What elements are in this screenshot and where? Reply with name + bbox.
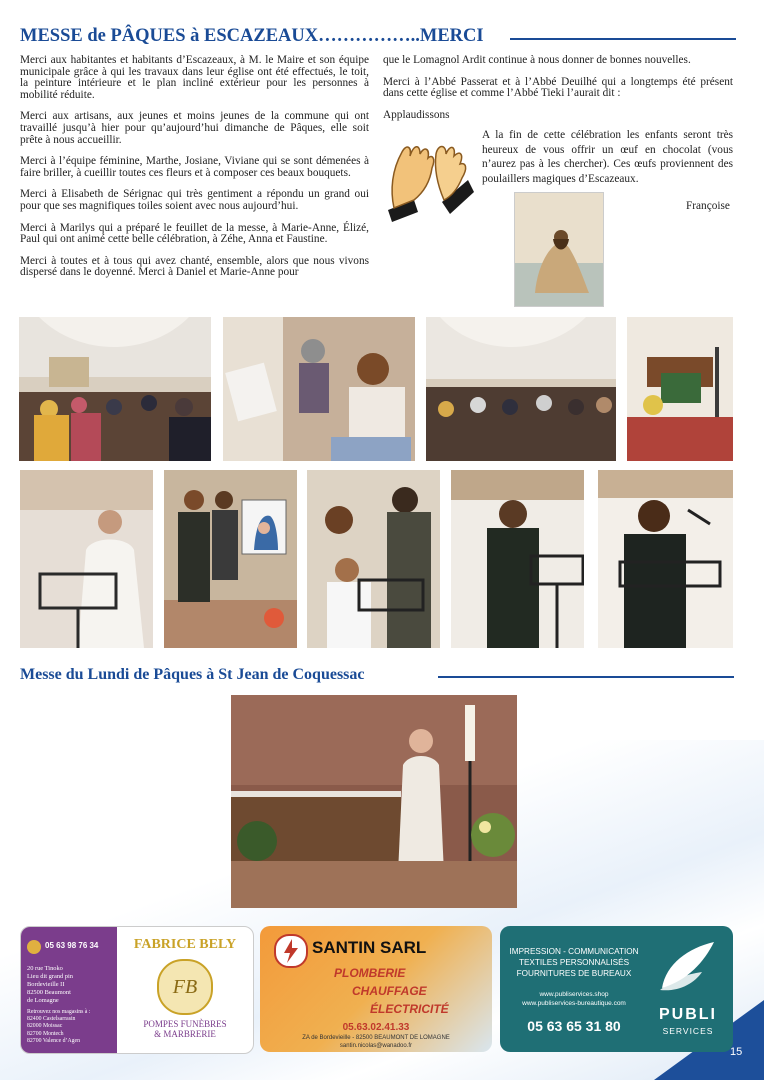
clapping-hands-icon bbox=[380, 130, 480, 230]
signature: Françoise bbox=[686, 200, 730, 212]
bely-tagline: POMPES FUNÈBRES & MARBRERIE bbox=[143, 1019, 227, 1039]
jesus-painting-image bbox=[514, 192, 604, 307]
paragraph: Merci à l’Abbé Passerat et à l’Abbé Deuilhé qui a longtemps été présent dans cette église et comme l’Abbé Tieki l’aurait dit : bbox=[383, 75, 733, 100]
paragraph: que le Lomagnol Ardit continue à nous donner de bonnes nouvelles. bbox=[383, 54, 691, 66]
santin-address: ZA de Bordevieille - 82500 BEAUMONT DE LOMAGNE bbox=[302, 1035, 450, 1041]
phone-icon bbox=[27, 940, 41, 954]
ad-fabrice-bely bbox=[20, 926, 254, 1054]
section-rule bbox=[438, 676, 734, 678]
congregation-photo bbox=[426, 317, 616, 461]
priest-photo bbox=[20, 470, 153, 648]
church-interior-photo bbox=[19, 317, 211, 461]
paragraph: Merci à Marilys qui a préparé le feuillet de la messe, à Marie-Anne, Élizé, Paul qui ont animé cette belle célébration, à Zéhe, Anna et Faustine. bbox=[20, 221, 369, 246]
santin-name: SANTIN SARL bbox=[312, 938, 427, 957]
paragraph: Merci à l’équipe féminine, Marthe, Josiane, Viviane qui se sont démenées à faire briller, à cueillir toutes ces fleurs et à composer ces beaux bouquets. bbox=[20, 155, 369, 179]
paragraph: Merci aux artisans, aux jeunes et moins jeunes de la commune qui ont travaillé jusqu’à hier pour qu’aujourd’hui dimanche de Pâques, elle soit prête à nous accueillir. bbox=[20, 110, 369, 146]
closing-paragraph: A la fin de cette célébration les enfants seront très heureux de vous offrir un œuf en chocolat (vous n’aurez pas à les chercher). Ces œufs proviennent des poulaillers magiques d’Escazeaux. bbox=[482, 129, 733, 185]
title-rule bbox=[510, 38, 736, 40]
page-title: MESSE de PÂQUES à ESCAZEAUX……………..MERCI bbox=[20, 26, 484, 46]
santin-service: CHAUFFAGE bbox=[352, 984, 427, 998]
santin-service: ÉLECTRICITÉ bbox=[370, 1002, 449, 1016]
altar-photo bbox=[627, 317, 733, 461]
publi-websites: www.publiservices.shop www.publiservices-bureautique.com bbox=[522, 991, 626, 1007]
publi-brand-sub: SERVICES bbox=[662, 1026, 714, 1036]
santin-phone: 05.63.02.41.33 bbox=[342, 1022, 410, 1033]
paragraph: Merci à Elisabeth de Sérignac qui très gentiment a répondu un grand oui pour que ses magnifiques toiles soient avec nous aujourd’hui. bbox=[20, 188, 369, 212]
readers-photo bbox=[307, 470, 440, 648]
santin-email: santin.nicolas@wanadoo.fr bbox=[339, 1043, 413, 1049]
leaf-logo-icon bbox=[652, 934, 724, 998]
bely-stores: Retrouvez nos magasins à : 82400 Castelsarrasin 82000 Moissac 82700 Montech 82700 Valence d’Agen bbox=[27, 1009, 91, 1044]
left-column bbox=[20, 55, 369, 289]
publi-brand: PUBLI bbox=[659, 1006, 717, 1023]
reader-painting-photo bbox=[164, 470, 297, 648]
paragraph: Applaudissons bbox=[383, 108, 450, 121]
publi-phone: 05 63 65 31 80 bbox=[527, 1018, 621, 1034]
santin-service: PLOMBERIE bbox=[334, 966, 406, 980]
paragraph: Merci à toutes et à tous qui avez chanté, ensemble, alors que nous vivons dispersé dans le doyenné. Merci à Daniel et Marie-Anne pour bbox=[20, 254, 369, 279]
bely-phone: 05 63 98 76 34 bbox=[45, 941, 99, 950]
ad-santin-sarl bbox=[260, 926, 492, 1052]
bely-name: FABRICE BELY bbox=[133, 937, 237, 952]
bely-monogram-logo: FB bbox=[157, 959, 213, 1015]
musician-photo bbox=[223, 317, 415, 461]
ad-publi-services bbox=[500, 926, 733, 1052]
publi-services-list: IMPRESSION - COMMUNICATION TEXTILES PERSONNALISÉS FOURNITURES DE BUREAUX bbox=[509, 947, 639, 978]
section-title: Messe du Lundi de Pâques à St Jean de Coquessac bbox=[20, 666, 365, 683]
bely-address: 20 rue Tinoko Lieu dit grand pin Bordevieille II 82500 Beaumont de Lomagne bbox=[27, 965, 73, 1004]
reader-microphone-photo bbox=[598, 470, 733, 648]
young-reader-photo bbox=[451, 470, 584, 648]
lightning-logo-icon bbox=[274, 934, 308, 968]
right-column bbox=[383, 55, 733, 131]
priest-altar-photo bbox=[231, 695, 517, 908]
paragraph: Merci aux habitantes et habitants d’Escazeaux, à M. le Maire et son équipe municipale grâce à qui les travaux dans leur église ont été effectués, le toit, la peinture intérieure et le plan incliné extérieur pour les personnes à mobilité réduite. bbox=[20, 54, 369, 101]
page-number: 15 bbox=[730, 1046, 743, 1058]
